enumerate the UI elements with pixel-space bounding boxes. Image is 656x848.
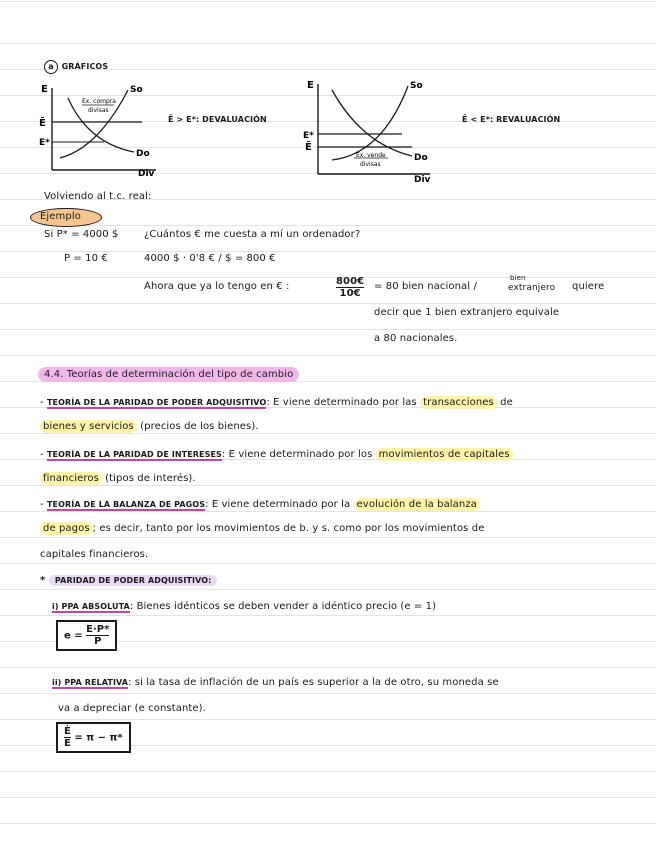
ppa-heading: * PARIDAD DE PODER ADQUISITIVO: (40, 574, 217, 587)
example-frac-num: 800€ (336, 276, 365, 287)
section-44-title-text: 4.4. Teorías de determinación del tipo de cambio (38, 367, 299, 382)
example-calc: 4000 $ · 0'8 € / $ = 800 € (144, 253, 276, 264)
theory-1-line2 (40, 420, 259, 433)
theory-1-text: : E viene determinado por las (266, 397, 417, 408)
graph2-supply-label: So (410, 81, 423, 91)
graph2-note-line2: divisas (360, 161, 381, 168)
ppa-f1-num: E·P* (86, 624, 110, 635)
return-line: Volviendo al t.c. real: (44, 191, 152, 202)
graph2-demand-label: Do (414, 153, 428, 163)
example-p-local: P = 10 € (64, 253, 108, 264)
section-a-marker: a (44, 60, 58, 74)
example-label: Ejemplo (40, 211, 81, 222)
theory-1-line1: - TEORÍA DE LA PARIDAD DE PODER ADQUISITIVO: E viene determinado por las transacciones de (40, 397, 513, 408)
theory-3-name: TEORÍA DE LA BALANZA DE PAGOS (47, 500, 206, 509)
example-frac-den: 10€ (339, 288, 361, 299)
theory-1-de: de (500, 397, 513, 408)
section-a-title: GRÁFICOS (61, 62, 109, 71)
graph2-y-label: E (307, 80, 314, 91)
theory-2-tail: (tipos de interés). (105, 473, 196, 484)
theory-3-tail: ; es decir, tanto por los movimientos de b. y s. como por los movimientos de (92, 523, 485, 534)
theory-2-hl1: movimientos de capitales (376, 448, 513, 461)
ppa-relative-line1 (52, 676, 499, 689)
theory-3-hl2: de pagos (40, 522, 93, 535)
ppa-absolute-label: i) PPA ABSOLUTA (52, 602, 130, 611)
ppa-f1-den: P (94, 636, 102, 647)
example-now-text: Ahora que ya lo tengo en € : (144, 281, 290, 292)
ppa-relative-text: : si la tasa de inflación de un país es superior a la de otro, su moneda se (128, 677, 499, 688)
example-p-star: Si P* = 4000 $ (44, 229, 119, 240)
example-means: quiere (572, 281, 605, 292)
theory-2-name: TEORÍA DE LA PARIDAD DE INTERESES (47, 450, 222, 459)
theory-1-hl1: transacciones (420, 396, 497, 409)
ppa-f2-num: Ė (64, 726, 71, 737)
example-question: ¿Cuántos € me cuesta a mí un ordenador? (144, 229, 361, 240)
section-44-title (38, 368, 299, 381)
theory-3-line3: capitales financieros. (40, 549, 149, 560)
ppa-f2-right: = π − π* (74, 732, 123, 744)
example-eq80: = 80 bien nacional / (374, 281, 477, 292)
graph1-estar-label: E* (39, 138, 50, 148)
graph2-caption: Ē < E*: REVALUACIÓN (462, 115, 561, 124)
ppa-absolute-formula (56, 620, 117, 651)
theory-2-line1: - TEORÍA DE LA PARIDAD DE INTERESES: E viene determinado por los movimientos de capitales (40, 448, 513, 461)
theory-1-tail: (precios de los bienes). (140, 421, 259, 432)
ppa-f1-left: e = (64, 630, 83, 642)
graph-revaluacion (302, 74, 442, 184)
graph2-x-label: Div (414, 175, 431, 184)
graph-devaluacion (38, 78, 168, 178)
ppa-relative-label: ii) PPA RELATIVA (52, 678, 129, 687)
graph2-note-line1: Ex. vende (356, 152, 386, 159)
example-line2: decir que 1 bien extranjero equivale (374, 307, 560, 318)
graph1-supply-label: So (130, 85, 143, 95)
graph1-demand-label: Do (136, 149, 150, 159)
theory-2-hl2: financieros (40, 472, 102, 485)
theory-3-text: : E viene determinado por la (205, 499, 351, 510)
example-line3: a 80 nacionales. (374, 333, 458, 344)
ppa-absolute-text: : Bienes idénticos se deben vender a idéntico precio (e = 1) (129, 601, 437, 612)
graph1-note-line1: Ex. compra (82, 98, 116, 105)
ppa-absolute-line (52, 600, 436, 613)
ppa-title: PARIDAD DE PODER ADQUISITIVO: (49, 575, 218, 586)
theory-3-line2 (40, 522, 484, 535)
theory-3-hl1: evolución de la balanza (354, 498, 480, 511)
graph2-estar-label: E* (303, 131, 314, 141)
example-bien-top: bien (510, 274, 526, 282)
ppa-f2-den: E (64, 738, 71, 749)
ppa-relative-formula (56, 722, 131, 753)
theory-2-text: : E viene determinado por los (221, 449, 373, 460)
graph2-ebar-label: Ē (305, 142, 312, 153)
graph2-demand-curve (332, 90, 412, 156)
graph1-note-line2: divisas (88, 107, 109, 114)
graph1-caption: Ē > E*: DEVALUACIÓN (168, 115, 267, 124)
graph1-x-label: Div (138, 169, 155, 178)
graph1-ebar-label: Ē (39, 118, 46, 129)
example-bien-bottom: extranjero (508, 283, 556, 293)
graph2-supply-curve (332, 86, 408, 160)
graph1-y-label: E (41, 84, 48, 95)
theory-3-line1: - TEORÍA DE LA BALANZA DE PAGOS: E viene determinado por la evolución de la balanza (40, 498, 480, 511)
theory-2-line2 (40, 472, 196, 485)
theory-1-name: TEORÍA DE LA PARIDAD DE PODER ADQUISITIVO (47, 398, 267, 407)
ppa-relative-line2: va a depreciar (e constante). (58, 703, 206, 714)
theory-1-hl2: bienes y servicios (40, 420, 137, 433)
section-a-heading (44, 60, 108, 74)
example-fraction (336, 276, 364, 299)
